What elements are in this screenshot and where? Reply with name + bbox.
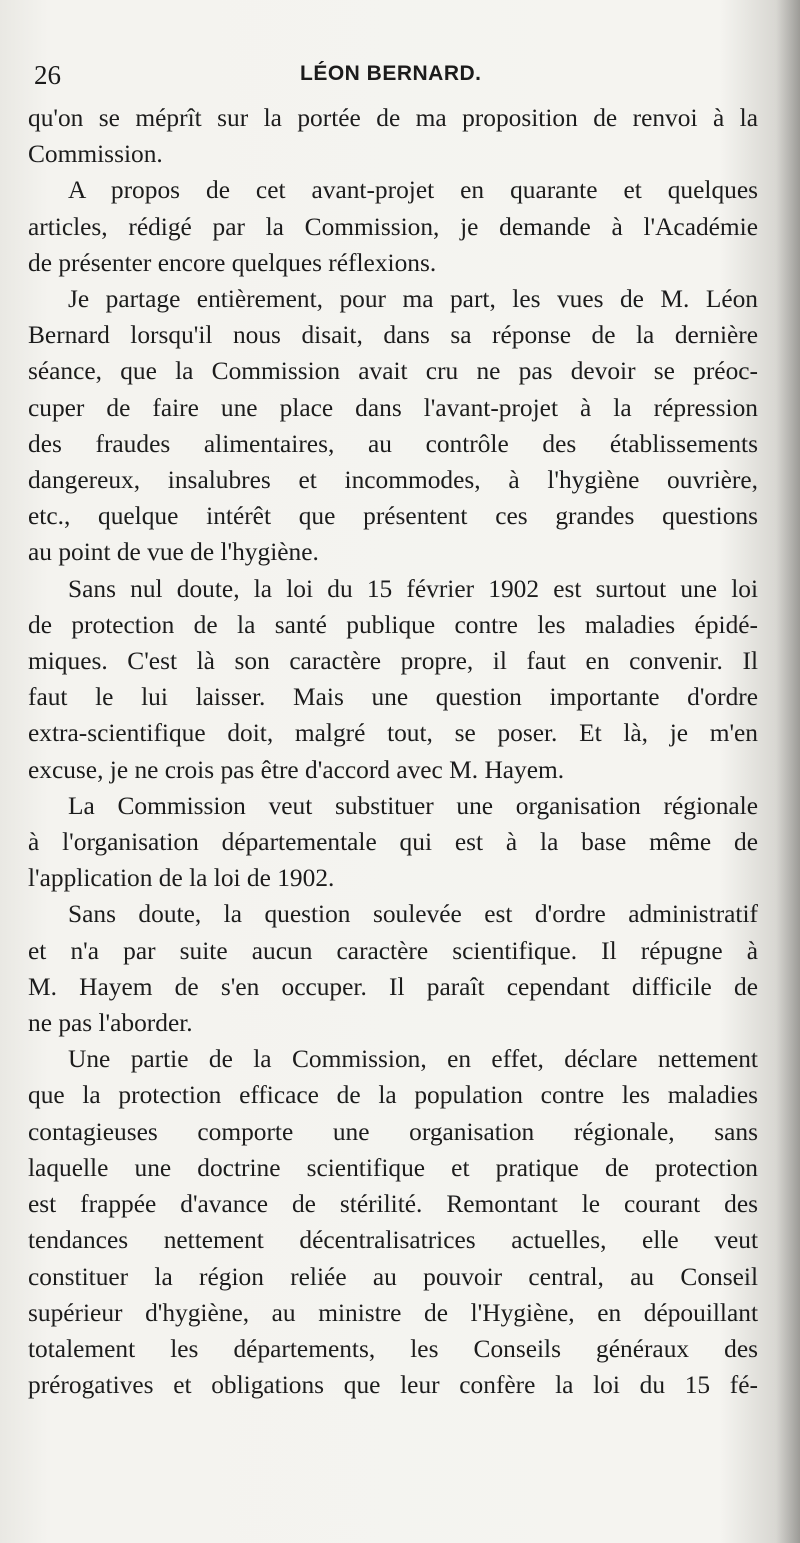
text-line: excuse, je ne crois pas être d'accord avec M. Hayem.: [28, 755, 565, 784]
text-line: au point de vue de l'hygiène.: [28, 538, 319, 567]
text-line: est frappée d'avance de stérilité. Remontant le courant des: [28, 1190, 758, 1219]
text-line: à l'organisation départementale qui est à la base même de: [28, 828, 758, 857]
text-line: totalement les départements, les Conseils généraux des: [28, 1334, 758, 1363]
text-line: et n'a par suite aucun caractère scientifique. Il répugne à: [28, 936, 758, 965]
paragraph: [28, 896, 758, 1041]
text-line: constituer la région reliée au pouvoir central, au Conseil: [28, 1262, 758, 1291]
paragraph: [28, 788, 758, 897]
text-line: miques. C'est là son caractère propre, il faut en convenir. Il: [28, 647, 758, 676]
text-line: Une partie de la Commission, en effet, déclare nettement: [68, 1045, 758, 1074]
text-line: laquelle une doctrine scientifique et pratique de protection: [28, 1153, 758, 1182]
paragraph: [28, 1041, 758, 1403]
text-line: prérogatives et obligations que leur confère la loi du 15 fé-: [28, 1371, 758, 1400]
text-line: contagieuses comporte une organisation régionale, sans: [28, 1117, 758, 1146]
text-line: l'application de la loi de 1902.: [28, 864, 335, 893]
text-line: extra-scientifique doit, malgré tout, se poser. Et là, je m'en: [28, 719, 758, 748]
text-line: M. Hayem de s'en occuper. Il paraît cependant difficile de: [28, 972, 758, 1001]
body-text: [28, 100, 758, 1403]
text-line: que la protection efficace de la population contre les maladies: [28, 1081, 758, 1110]
page-number: 26: [34, 60, 61, 90]
text-line: articles, rédigé par la Commission, je demande à l'Académie: [28, 212, 758, 241]
text-line: Sans nul doute, la loi du 15 février 1902 est surtout une loi: [68, 574, 758, 603]
text-line: de protection de la santé publique contre les maladies épidé-: [28, 610, 758, 639]
running-head: LÉON BERNARD.: [300, 62, 482, 85]
text-line: dangereux, insalubres et incommodes, à l'hygiène ouvrière,: [28, 466, 758, 495]
text-line: supérieur d'hygiène, au ministre de l'Hygiène, en dépouillant: [28, 1298, 758, 1327]
text-line: Commission.: [28, 140, 163, 169]
text-line: faut le lui laisser. Mais une question importante d'ordre: [28, 683, 758, 712]
text-line: séance, que la Commission avait cru ne pas devoir se préoc-: [28, 357, 758, 386]
paragraph: [28, 100, 758, 172]
text-line: cuper de faire une place dans l'avant-projet à la répression: [28, 393, 758, 422]
text-line: de présenter encore quelques réflexions.: [28, 248, 437, 277]
paragraph: [28, 571, 758, 788]
text-line: etc., quelque intérêt que présentent ces grandes questions: [28, 502, 758, 531]
text-line: A propos de cet avant-projet en quarante et quelques: [68, 176, 758, 205]
text-line: ne pas l'aborder.: [28, 1009, 193, 1038]
text-line: des fraudes alimentaires, au contrôle des établissements: [28, 429, 758, 458]
page-header: [34, 58, 754, 92]
paragraph: [28, 172, 758, 281]
text-line: Bernard lorsqu'il nous disait, dans sa réponse de la dernière: [28, 321, 758, 350]
text-line: Sans doute, la question soulevée est d'ordre administratif: [68, 900, 758, 929]
text-line: La Commission veut substituer une organisation régionale: [68, 791, 758, 820]
text-line: qu'on se méprît sur la portée de ma proposition de renvoi à la: [28, 104, 758, 132]
paragraph: [28, 281, 758, 571]
text-line: tendances nettement décentralisatrices actuelles, elle veut: [28, 1226, 758, 1255]
text-line: Je partage entièrement, pour ma part, les vues de M. Léon: [68, 285, 758, 314]
